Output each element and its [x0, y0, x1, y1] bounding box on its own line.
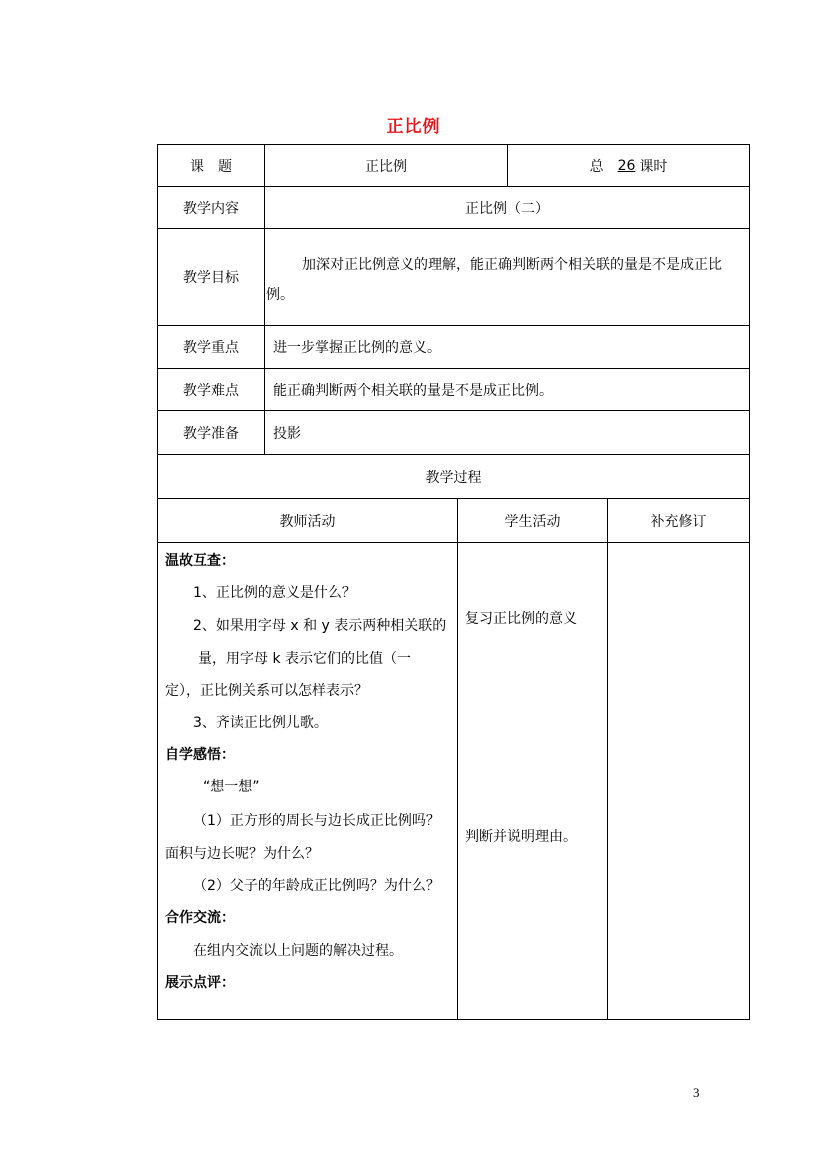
page-number: 3 [693, 1085, 700, 1100]
prep-label: 教学准备 [183, 425, 239, 442]
objective-value: 加深对正比例意义的理解，能正确判断两个相关联的量是不是成正比例。 [266, 257, 722, 303]
teacher-line: 面积与边长呢？为什么？ [165, 846, 319, 862]
process-heading: 教学过程 [425, 469, 482, 486]
teacher-line: 量，用字母 k 表示它们的比值（一 [198, 651, 412, 667]
total-prefix: 总 [589, 158, 604, 175]
cooperation-heading: 合作交流： [165, 910, 235, 926]
key-point-label: 教学重点 [183, 340, 239, 356]
total-number: 26 [617, 157, 636, 174]
student-activity-review: 复习正比例的意义 [465, 611, 577, 627]
topic-label: 课 题 [190, 158, 232, 175]
student-activity-judge: 判断并说明理由。 [465, 829, 577, 845]
teacher-activity-header: 教师活动 [279, 513, 336, 530]
objective-label: 教学目标 [183, 270, 239, 286]
self-study-heading: 自学感悟： [165, 747, 235, 763]
teacher-line: 3、齐读正比例儿歌。 [193, 715, 328, 731]
teacher-line: 定），正比例关系可以怎样表示？ [165, 683, 368, 699]
topic-value: 正比例 [365, 158, 407, 175]
notes-header: 补充修订 [650, 513, 707, 530]
teacher-line: 2、如果用字母 x 和 y 表示两种相关联的 [193, 618, 447, 634]
teacher-line: （2）父子的年龄成正比例吗？为什么？ [193, 878, 440, 894]
content-value: 正比例（二） [465, 200, 549, 217]
content-label: 教学内容 [183, 200, 239, 217]
teacher-line: 在组内交流以上问题的解决过程。 [193, 943, 403, 959]
total-lessons [508, 145, 749, 186]
presentation-heading: 展示点评： [165, 975, 235, 991]
key-point-value: 进一步掌握正比例的意义。 [273, 340, 441, 356]
total-suffix: 课时 [639, 158, 668, 175]
document-title: 正比例 [386, 117, 441, 137]
difficulty-value: 能正确判断两个相关联的量是不是成正比例。 [273, 382, 553, 399]
prep-value: 投影 [273, 425, 301, 442]
difficulty-label: 教学难点 [183, 382, 239, 399]
review-heading: 温故互查： [165, 553, 235, 569]
teacher-line: “想一想” [203, 779, 260, 795]
teacher-line: 1、正比例的意义是什么？ [193, 585, 356, 601]
student-activity-header: 学生活动 [504, 513, 561, 530]
teacher-line: （1）正方形的周长与边长成正比例吗？ [193, 813, 440, 829]
